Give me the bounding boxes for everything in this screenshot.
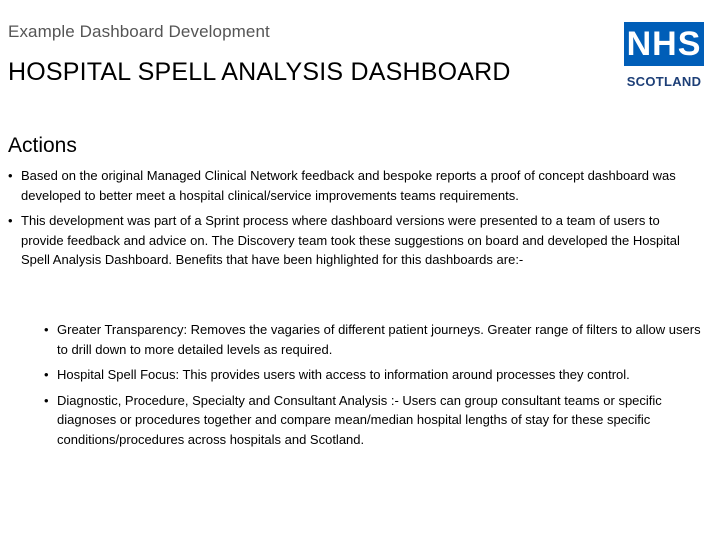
nhs-logo-mark: NHS — [624, 22, 704, 66]
list-item — [44, 391, 704, 450]
list-item — [44, 320, 704, 359]
bullet-icon: • — [44, 367, 49, 382]
page-title: HOSPITAL SPELL ANALYSIS DASHBOARD — [8, 58, 511, 86]
bullet-icon: • — [44, 392, 49, 408]
bullet-text: Diagnostic, Procedure, Specialty and Consultant Analysis :- Users can group consultant teams or specific diagnoses or procedures together and compare mean/median hospital lengths of stay for these specific conditions/procedures across hospitals and Scotland. — [57, 392, 662, 447]
nhs-scotland-logo — [622, 22, 706, 92]
section-heading-actions: Actions — [8, 134, 77, 157]
bullet-text: Greater Transparency: Removes the vagaries of different patient journeys. Greater range of filters to allow users to drill down to more detailed levels as required. — [57, 322, 701, 357]
list-item — [8, 211, 698, 270]
bullet-icon: • — [8, 168, 13, 183]
bullet-text: Hospital Spell Focus: This provides users with access to information around processes they control. — [57, 367, 630, 382]
page-subtitle: Example Dashboard Development — [8, 22, 270, 41]
bullet-text: Based on the original Managed Clinical Network feedback and bespoke reports a proof of concept dashboard was developed to better meet a hospital clinical/service improvements teams requirements. — [21, 168, 676, 203]
bullet-icon: • — [44, 322, 49, 337]
list-item — [8, 166, 698, 205]
bullet-text: This development was part of a Sprint process where dashboard versions were presented to a team of users to provide feedback and advice on. The Discovery team took these suggestions on board and developed the Hospital Spell Analysis Dashboard. Benefits that have been highlighted for this dashboards are:- — [21, 213, 680, 267]
nhs-logo-scotland: SCOTLAND — [626, 74, 702, 89]
sub-bullet-list — [44, 320, 704, 455]
bullet-icon: • — [8, 213, 13, 228]
list-item — [44, 365, 704, 385]
main-bullet-list — [8, 166, 698, 276]
